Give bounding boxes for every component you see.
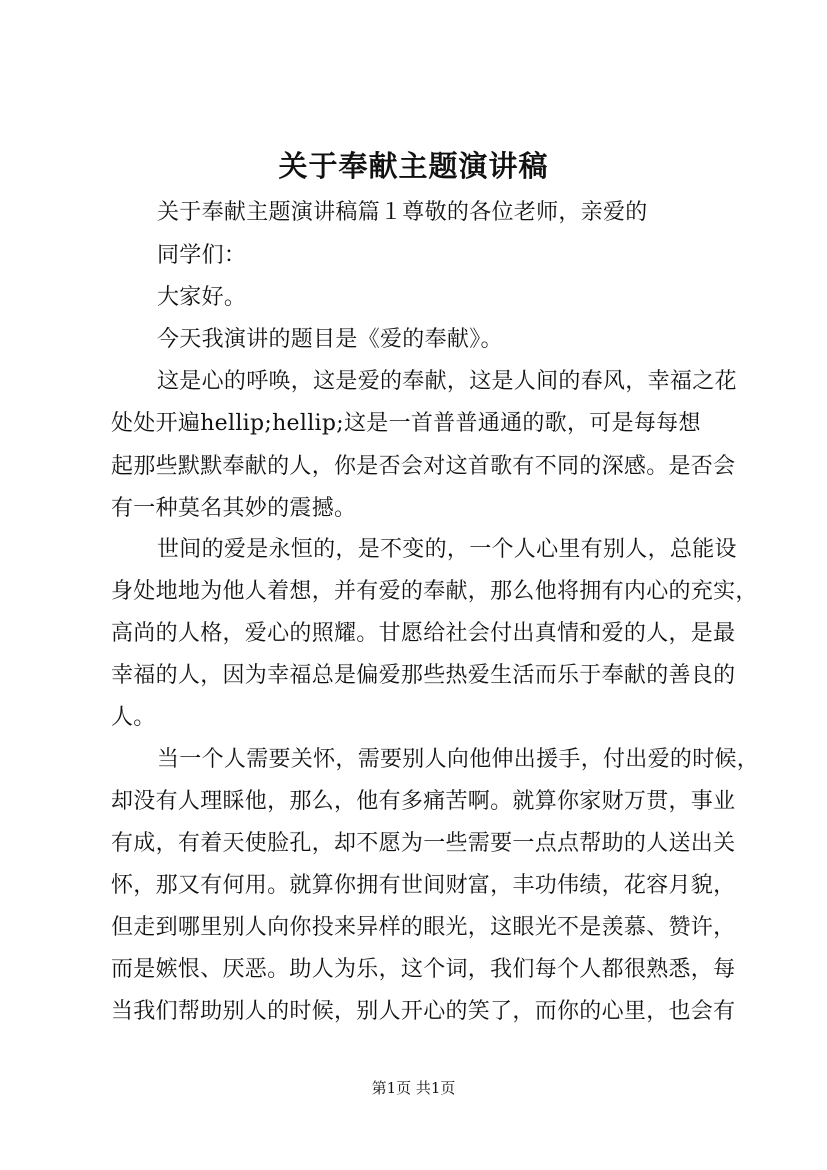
text-line: 同学们： [157,243,247,268]
text-line: 世间的爱是永恒的，是不变的，一个人心里有别人，总能设 [157,537,737,562]
text-line: 人。 [111,705,156,730]
text-line: 关于奉献主题演讲稿篇１尊敬的各位老师，亲爱的 [157,200,648,225]
text-line: 起那些默默奉献的人，你是否会对这首歌有不同的深感。是否会 [111,454,736,479]
text-line: 有成，有着天使脸孔，却不愿为一些需要一点点帮助的人送出关 [111,831,736,856]
text-line: 当一个人需要关怀，需要别人向他伸出援手，付出爱的时候， [157,747,760,772]
text-line: 有一种莫名其妙的震撼。 [111,496,357,521]
text-line: 这是心的呼唤，这是爱的奉献，这是人间的春风，幸福之花 [157,369,737,394]
text-line: 身处地地为他人着想，并有爱的奉献，那么他将拥有内心的充实， [111,579,758,604]
text-line: 怀，那又有何用。就算你拥有世间财富，丰功伟绩，花容月貌， [111,873,736,898]
text-line: 当我们帮助别人的时候，别人开心的笑了，而你的心里，也会有 [111,999,736,1024]
text-line: 而是嫉恨、厌恶。助人为乐，这个词，我们每个人都很熟悉，每 [111,957,736,982]
text-line: 大家好。 [157,285,247,310]
text-line: 高尚的人格，爱心的照耀。甘愿给社会付出真情和爱的人，是最 [111,621,736,646]
text-line: 但走到哪里别人向你投来异样的眼光，这眼光不是羡慕、赞许， [111,915,736,940]
page-footer: 第1页 共1页 [371,1079,456,1097]
document-title: 关于奉献主题演讲稿 [278,149,549,183]
text-line: 今天我演讲的题目是《爱的奉献》。 [157,327,503,352]
text-line: 幸福的人，因为幸福总是偏爱那些热爱生活而乐于奉献的善良的 [111,663,736,688]
text-line: 处处开遍hellip;hellip;这是一首普普通通的歌，可是每每想 [111,411,701,436]
text-line: 却没有人理睬他，那么，他有多痛苦啊。就算你家财万贯，事业 [111,789,736,814]
